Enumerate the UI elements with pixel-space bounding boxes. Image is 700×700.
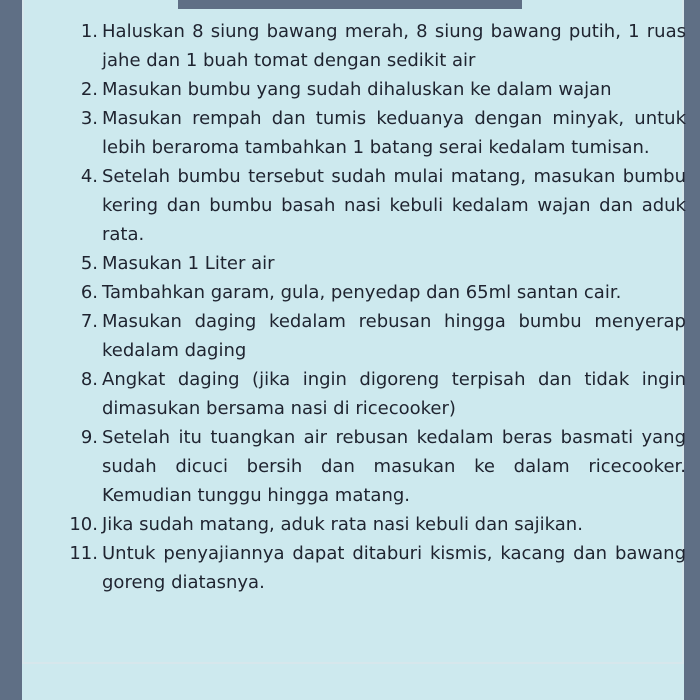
- recipe-panel: [22, 0, 684, 664]
- bottom-band: [22, 662, 684, 700]
- step-text: Masukan bumbu yang sudah dihaluskan ke dalam wajan: [102, 79, 612, 100]
- step-item: [54, 278, 686, 307]
- step-text: Setelah bumbu tersebut sudah mulai matang, masukan bumbu kering dan bumbu basah nasi kebuli kedalam wajan dan aduk rata.: [102, 166, 686, 245]
- step-text: Haluskan 8 siung bawang merah, 8 siung bawang putih, 1 ruas jahe dan 1 buah tomat dengan sedikit air: [102, 21, 686, 71]
- step-item: [54, 365, 686, 423]
- step-number: 8.: [80, 369, 98, 390]
- step-number: 9.: [80, 427, 98, 448]
- step-text: Untuk penyajiannya dapat ditaburi kismis, kacang dan bawang goreng diatasnya.: [102, 543, 686, 593]
- step-number: 4.: [80, 166, 98, 187]
- step-item: [54, 539, 686, 597]
- step-number: 5.: [80, 253, 98, 274]
- step-text: Angkat daging (jika ingin digoreng terpisah dan tidak ingin dimasukan bersama nasi di ricecooker): [102, 369, 686, 419]
- step-item: [54, 162, 686, 249]
- step-number: 1.: [80, 21, 98, 42]
- step-item: [54, 75, 686, 104]
- step-number: 10.: [69, 514, 98, 535]
- step-text: Setelah itu tuangkan air rebusan kedalam beras basmati yang sudah dicuci bersih dan masukan ke dalam ricecooker. Kemudian tunggu hingga matang.: [102, 427, 686, 506]
- step-item: [54, 510, 686, 539]
- step-text: Masukan 1 Liter air: [102, 253, 275, 274]
- step-text: Tambahkan garam, gula, penyedap dan 65ml santan cair.: [102, 282, 622, 303]
- step-item: [54, 423, 686, 510]
- step-number: 11.: [69, 543, 98, 564]
- step-number: 7.: [80, 311, 98, 332]
- step-text: Masukan rempah dan tumis keduanya dengan minyak, untuk lebih beraroma tambahkan 1 batang serai kedalam tumisan.: [102, 108, 686, 158]
- step-item: [54, 104, 686, 162]
- recipe-steps-list: [54, 17, 686, 597]
- step-number: 2.: [80, 79, 98, 100]
- step-text: Masukan daging kedalam rebusan hingga bumbu menyerap kedalam daging: [102, 311, 686, 361]
- top-tab-decoration: [178, 0, 522, 9]
- step-item: [54, 249, 686, 278]
- step-number: 6.: [80, 282, 98, 303]
- step-item: [54, 17, 686, 75]
- step-item: [54, 307, 686, 365]
- step-text: Jika sudah matang, aduk rata nasi kebuli dan sajikan.: [102, 514, 583, 535]
- step-number: 3.: [80, 108, 98, 129]
